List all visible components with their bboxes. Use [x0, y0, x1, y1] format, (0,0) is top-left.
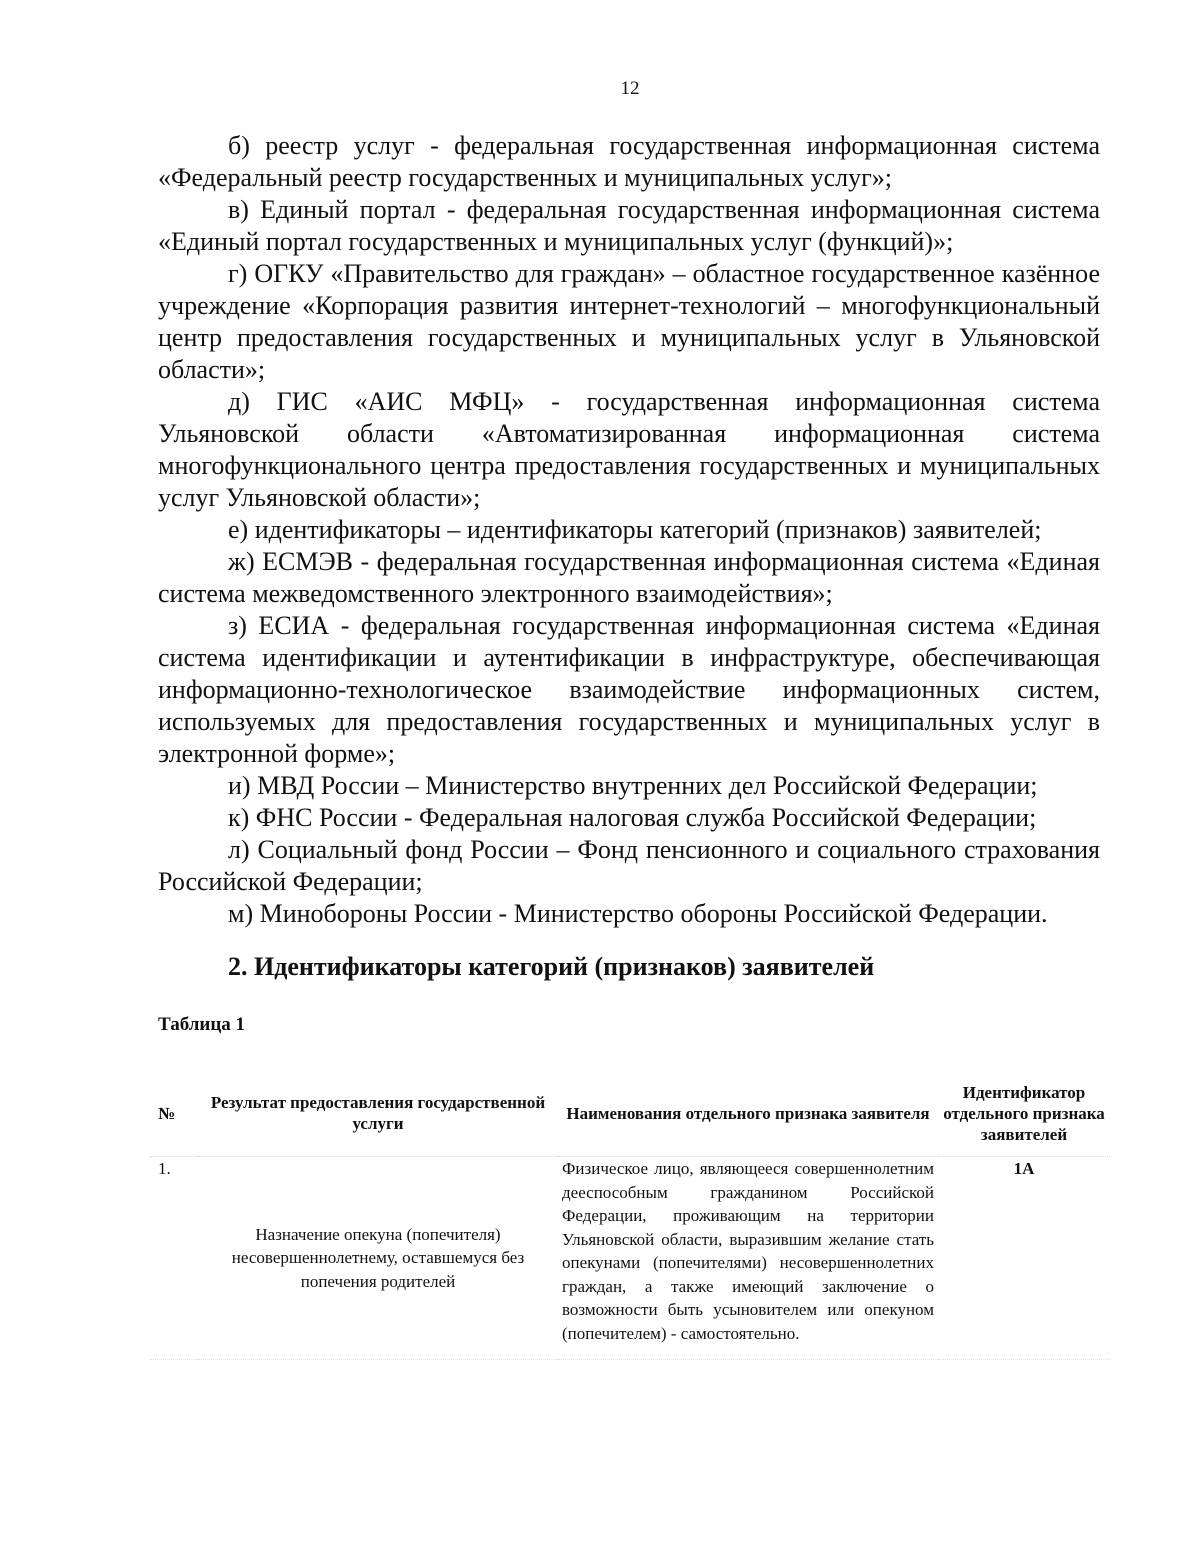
definition-paragraph: з) ЕСИА - федеральная государственная информационная система «Единая система идентификации и аутентификации в инфраструктуре, обеспечивающая информационно-технологическое взаимодействие информационных систем, используемых для предоставления государственных и муниципальных услуг в электронной форме»; — [158, 611, 1100, 768]
header-number: № — [150, 1070, 198, 1157]
header-identifier: Идентификатор отдельного признака заявителей — [938, 1070, 1110, 1157]
table-row — [150, 1157, 1110, 1360]
table-label: Таблица 1 — [158, 1014, 246, 1035]
definition-paragraph: д) ГИС «АИС МФЦ» - государственная информационная система Ульяновской области «Автоматизированная информационная система многофункционального центра предоставления государственных и муниципальных услуг Ульяновской области»; — [158, 387, 1100, 512]
row-number: 1. — [150, 1157, 198, 1360]
header-attribute-name: Наименования отдельного признака заявителя — [558, 1070, 938, 1157]
page-number: 12 — [620, 78, 640, 99]
definition-paragraph: е) идентификаторы – идентификаторы категорий (признаков) заявителей; — [228, 515, 1042, 544]
header-result: Результат предоставления государственной услуги — [198, 1070, 558, 1157]
definition-paragraph: ж) ЕСМЭВ - федеральная государственная информационная система «Единая система межведомственного электронного взаимодействия»; — [158, 547, 1100, 608]
row-identifier: 1А — [938, 1157, 1110, 1360]
definition-paragraph: б) реестр услуг - федеральная государственная информационная система «Федеральный реестр государственных и муниципальных услуг»; — [158, 131, 1100, 192]
definition-paragraph: л) Социальный фонд России – Фонд пенсионного и социального страхования Российской Федерации; — [158, 835, 1100, 896]
definitions-list — [158, 130, 1100, 930]
row-result: Назначение опекуна (попечителя) несовершеннолетнему, оставшемуся без попечения родителей — [198, 1157, 558, 1360]
definition-paragraph: в) Единый портал - федеральная государственная информационная система «Единый портал государственных и муниципальных услуг (функций)»; — [158, 195, 1100, 256]
table — [150, 1070, 1110, 1360]
applicant-categories-table — [150, 1070, 1110, 1360]
definition-paragraph: к) ФНС России - Федеральная налоговая служба Российской Федерации; — [228, 803, 1037, 832]
table-header-row — [150, 1070, 1110, 1157]
definition-paragraph: и) МВД России – Министерство внутренних дел Российской Федерации; — [228, 771, 1038, 800]
row-attribute-name: Физическое лицо, являющееся совершеннолетним дееспособным гражданином Российской Федерации, проживающим на территории Ульяновской области, выразившим желание стать опекунами (попечителями) несовершеннолетних граждан, а также имеющий заключение о возможности быть усыновителем или опекуном (попечителем) - самостоятельно. — [558, 1157, 938, 1360]
definition-paragraph: г) ОГКУ «Правительство для граждан» – областное государственное казённое учреждение «Корпорация развития интернет-технологий – многофункциональный центр предоставления государственных и муниципальных услуг в Ульяновской области»; — [158, 259, 1100, 384]
definition-paragraph: м) Минобороны России - Министерство обороны Российской Федерации. — [228, 899, 1048, 928]
section-heading: 2. Идентификаторы категорий (признаков) заявителей — [228, 952, 875, 981]
